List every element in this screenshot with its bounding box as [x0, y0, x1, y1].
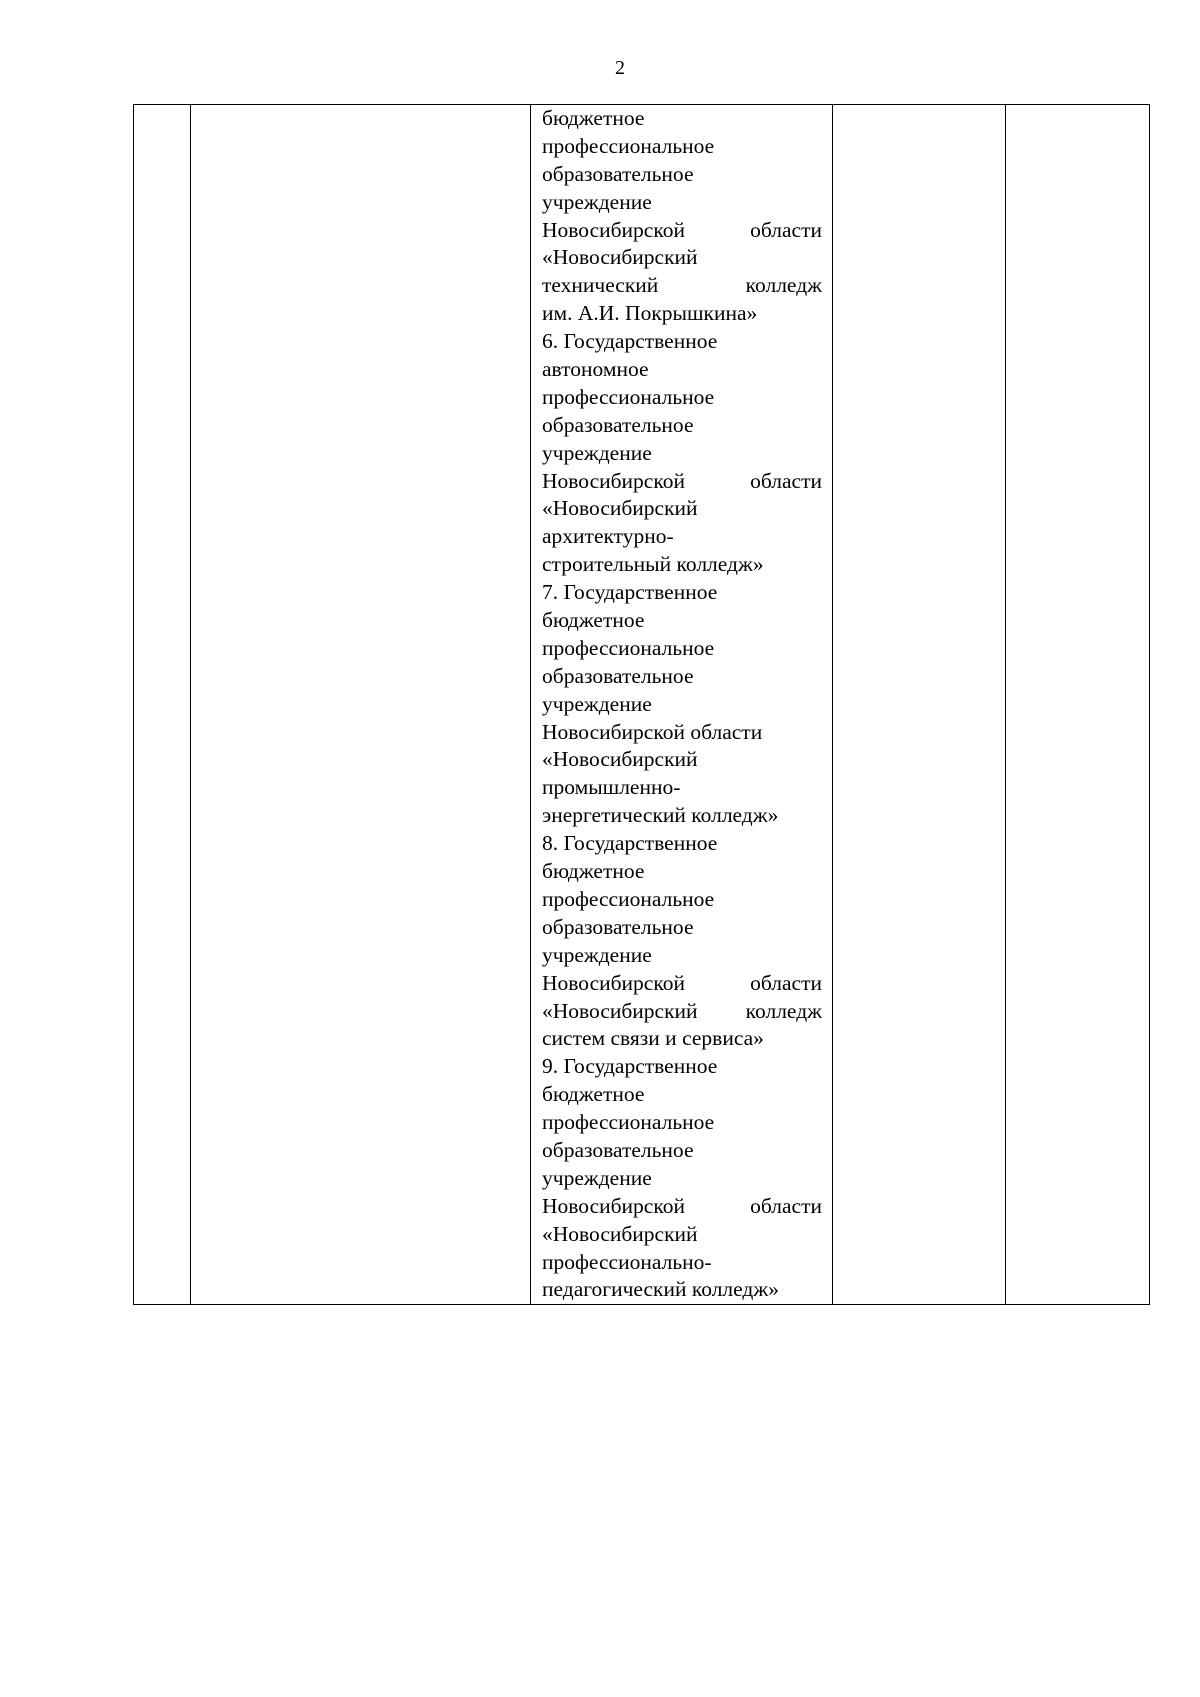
table-cell-empty-5 — [1006, 105, 1150, 1305]
text-word: «Новосибирский — [542, 998, 698, 1023]
text-line: бюджетное — [542, 608, 645, 633]
text-line: профессиональное — [542, 384, 715, 409]
text-line: «Новосибирский — [542, 1221, 698, 1246]
table-row — [134, 105, 1150, 1305]
table-cell-description — [191, 105, 531, 1305]
text-line: бюджетное — [542, 859, 645, 884]
text-line: промышленно- — [542, 775, 681, 800]
text-line: образовательное — [542, 914, 694, 939]
table-cell-number — [134, 105, 191, 1305]
text-word: технический — [542, 273, 659, 298]
text-line: профессиональное — [542, 133, 715, 158]
text-word: Новосибирской — [542, 970, 685, 995]
text-line — [542, 468, 822, 496]
text-word: Новосибирской — [542, 1193, 685, 1218]
text-line: строительный колледж» — [542, 552, 764, 577]
text-line: «Новосибирский — [542, 496, 698, 521]
text-word: области — [750, 217, 822, 242]
text-line: образовательное — [542, 1137, 694, 1162]
text-line: профессионально- — [542, 1249, 712, 1274]
text-line: образовательное — [542, 663, 694, 688]
text-line: «Новосибирский — [542, 747, 698, 772]
text-line: педагогический колледж» — [542, 1277, 779, 1302]
text-line: учреждение — [542, 440, 652, 465]
text-line: учреждение — [542, 942, 652, 967]
text-line: систем связи и сервиса» — [542, 1026, 764, 1051]
text-line: профессиональное — [542, 1110, 715, 1135]
text-line: архитектурно- — [542, 524, 674, 549]
text-line — [542, 1193, 822, 1221]
text-line: учреждение — [542, 691, 652, 716]
text-line: бюджетное — [542, 106, 645, 130]
text-line: бюджетное — [542, 1082, 645, 1107]
text-line: 7. Государственное — [542, 580, 718, 605]
table-cell-institutions — [531, 105, 833, 1305]
text-line: учреждение — [542, 189, 652, 214]
text-line — [542, 970, 822, 998]
text-word: колледж — [745, 998, 822, 1023]
text-line: автономное — [542, 357, 649, 382]
text-word: области — [750, 970, 822, 995]
text-line: энергетический колледж» — [542, 803, 779, 828]
text-line: образовательное — [542, 161, 694, 186]
text-line: 6. Государственное — [542, 329, 718, 354]
text-line — [542, 272, 822, 300]
text-line: учреждение — [542, 1165, 652, 1190]
text-word: области — [750, 1193, 822, 1218]
text-line — [542, 998, 822, 1026]
text-line: «Новосибирский — [542, 245, 698, 270]
text-word: области — [750, 468, 822, 493]
text-line — [542, 217, 822, 245]
text-line: Новосибирской области — [542, 719, 763, 744]
text-line: профессиональное — [542, 635, 715, 660]
text-word: колледж — [745, 273, 822, 298]
table-cell-empty-4 — [833, 105, 1006, 1305]
text-line: им. А.И. Покрышкина» — [542, 301, 758, 326]
institutions-table — [133, 104, 1150, 1305]
text-line: образовательное — [542, 412, 694, 437]
page-number: 2 — [615, 57, 625, 79]
institutions-list — [531, 105, 832, 1304]
text-line: 8. Государственное — [542, 831, 718, 856]
text-word: Новосибирской — [542, 468, 685, 493]
text-line: профессиональное — [542, 886, 715, 911]
text-word: Новосибирской — [542, 217, 685, 242]
text-line: 9. Государственное — [542, 1054, 718, 1079]
